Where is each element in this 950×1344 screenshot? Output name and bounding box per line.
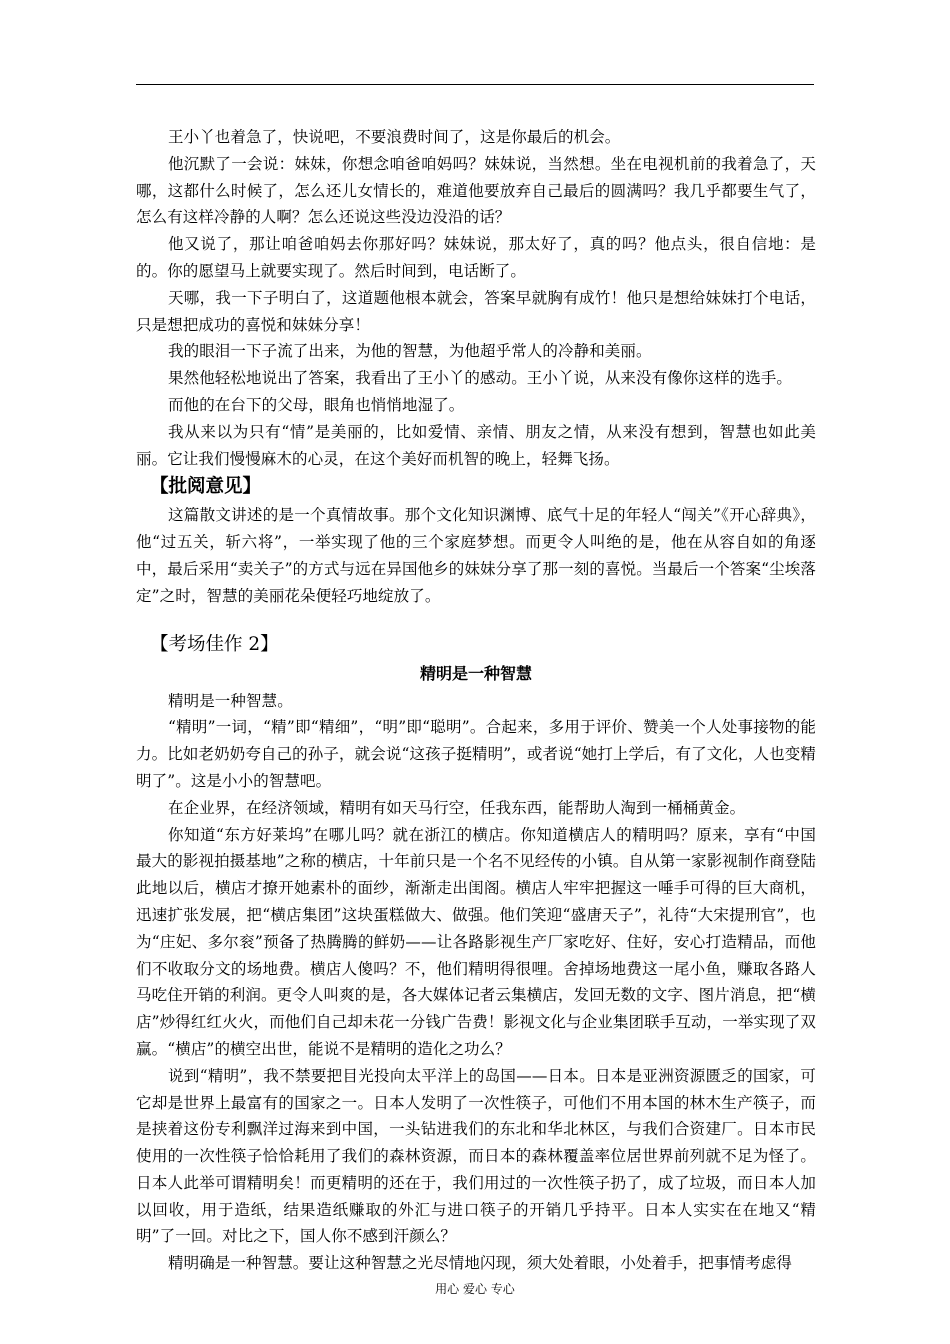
- essay-title: 精明是一种智慧: [419, 663, 532, 683]
- paragraph: 他沉默了一会说：妹妹，你想念咱爸咱妈吗？妹妹说，当然想。坐在电视机前的我着急了，天哪，这都什么时候了，怎么还儿女情长的，难道他要放弃自己最后的圆满吗？我几乎都要生气了，怎么有这样冷静的人啊？怎么还说这些没边没沿的话？: [136, 154, 816, 227]
- review-text: 这篇散文讲述的是一个真情故事。那个文化知识渊博、底气十足的年轻人“闯关”《开心辞典》，他“过五关，斩六将”，一举实现了他的三个家庭梦想。而更令人叫绝的是，他在从容自如的角逐中，最后采用“卖关子”的方式与远在异国他乡的妹妹分享了那一刻的喜悦。当最后一个答案“尘埃落定”之时，智慧的美丽花朵便轻巧地绽放了。: [136, 506, 816, 605]
- paragraph: 而他的在台下的父母，眼角也悄悄地湿了。: [168, 395, 465, 414]
- page-content: [136, 124, 816, 1277]
- paragraph: 果然他轻松地说出了答案，我看出了王小丫的感动。王小丫说，从来没有像你这样的选手。: [168, 369, 793, 388]
- section-gap: [136, 610, 816, 630]
- paragraph: 精明确是一种智慧。要让这种智慧之光尽情地闪现，须大处着眼，小处着手，把事情考虑得: [168, 1254, 793, 1273]
- paragraph: 他又说了，那让咱爸咱妈去你那好吗？妹妹说，那太好了，真的吗？他点头，很自信地：是的。你的愿望马上就要实现了。然后时间到，电话断了。: [136, 235, 816, 280]
- paragraph: 我的眼泪一下子流了出来，为他的智慧，为他超乎常人的冷静和美丽。: [168, 342, 652, 361]
- paragraph: “精明”一词，“精”即“精细”，“明”即“聪明”。合起来，多用于评价、赞美一个人处事接物的能力。比如老奶奶夸自己的孙子，就会说“这孩子挺精明”，或者说“她打上学后，有了文化，人也变精明了”。这是小小的智慧吧。: [136, 718, 816, 790]
- paragraph: 我从来以为只有“情”是美丽的，比如爱情、亲情、朋友之情，从来没有想到，智慧也如此美丽。它让我们慢慢麻木的心灵，在这个美好而机智的晚上，轻舞飞扬。: [136, 422, 816, 468]
- review-heading: 【批阅意见】: [150, 476, 262, 498]
- paragraph: 精明是一种智慧。: [168, 691, 293, 710]
- paragraph: 在企业界，在经济领域，精明有如天马行空，任我东西，能帮助人淘到一桶桶黄金。: [168, 798, 746, 817]
- page-footer: 用心 爱心 专心: [435, 1282, 515, 1296]
- section-heading: 【考场佳作 2】: [150, 633, 279, 655]
- paragraph: 你知道“东方好莱坞”在哪儿吗？就在浙江的横店。你知道横店人的精明吗？原来，享有“中国最大的影视拍摄基地”之称的横店，十年前只是一个名不见经传的小镇。自从第一家影视制作商登陆此地以后，横店才撩开她素朴的面纱，渐渐走出闺阁。横店人牢牢把握这一唾手可得的巨大商机，迅速扩张发展，把“横店集团”这块蛋糕做大、做强。他们笑迎“盛唐天子”，礼待“大宋提刑官”，也为“庄妃、多尔衮”预备了热腾腾的鲜奶——让各路影视生产厂家吃好、住好，安心打造精品，而他们不收取分文的场地费。横店人傻吗？不，他们精明得很哩。舍掉场地费这一尾小鱼，赚取各路人马吃住开销的利润。更令人叫爽的是，各大媒体记者云集横店，发回无数的文字、图片消息，把“横店”炒得红红火火，而他们自己却未花一分钱广告费！影视文化与企业集团联手互动，一举实现了双赢。“横店”的横空出世，能说不是精明的造化之功么？: [136, 825, 816, 1058]
- paragraph: 王小丫也着急了，快说吧，不要浪费时间了，这是你最后的机会。: [168, 128, 621, 146]
- header-rule: [136, 84, 814, 85]
- paragraph: 说到“精明”，我不禁要把目光投向太平洋上的岛国——日本。日本是亚洲资源匮乏的国家，可它却是世界上最富有的国家之一。日本人发明了一次性筷子，可他们不用本国的林木生产筷子，而是挟着这份专利飘洋过海来到中国，一头钻进我们的东北和华北林区，与我们合资建厂。日本市民使用的一次性筷子恰恰耗用了我们的森林资源，而日本的森林覆盖率位居世界前列就不足为怪了。日本人此举可谓精明矣！而更精明的还在于，我们用过的一次性筷子扔了，成了垃圾，而日本人加以回收，用于造纸，结果造纸赚取的外汇与进口筷子的开销几乎持平。日本人实实在在地又“精明”了一回。对比之下，国人你不感到汗颜么？: [136, 1066, 816, 1246]
- paragraph: 天哪，我一下子明白了，这道题他根本就会，答案早就胸有成竹！他只是想给妹妹打个电话，只是想把成功的喜悦和妹妹分享！: [136, 288, 816, 334]
